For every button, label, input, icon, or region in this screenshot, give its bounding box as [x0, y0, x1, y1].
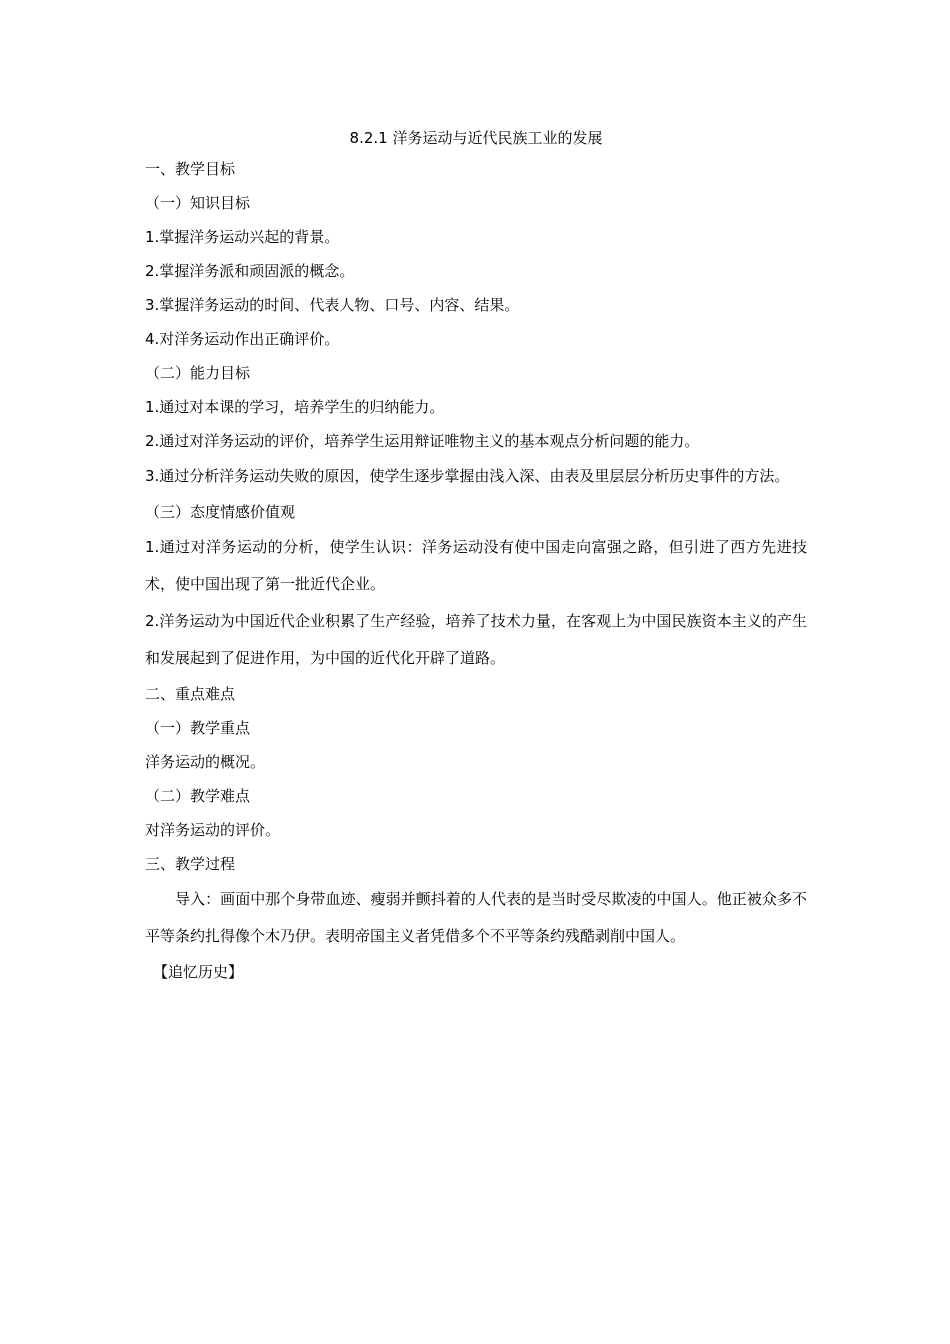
list-item: 3.掌握洋务运动的时间、代表人物、口号、内容、结果。: [145, 296, 520, 314]
section-heading-key-points: 二、重点难点: [145, 685, 236, 703]
subsection-heading-ability: （二）能力目标: [145, 364, 251, 382]
list-item: 2.通过对洋务运动的评价，培养学生运用辩证唯物主义的基本观点分析问题的能力。: [145, 432, 700, 450]
section-heading-objectives: 一、教学目标: [145, 160, 236, 178]
list-item: 1.通过对本课的学习，培养学生的归纳能力。: [145, 398, 445, 416]
subsection-heading-focus: （一）教学重点: [145, 719, 251, 737]
paragraph-text: 洋务运动的概况。: [145, 753, 266, 771]
list-item: 1.通过对洋务运动的分析，使学生认识：洋务运动没有使中国走向富强之路，但引进了西方先进技术，使中国出现了第一批近代企业。: [145, 538, 807, 593]
list-item: 3.通过分析洋务运动失败的原因，使学生逐步掌握由浅入深、由表及里层层分析历史事件的方法。: [145, 467, 790, 485]
list-item: 2.掌握洋务派和顽固派的概念。: [145, 262, 355, 280]
document-title: 8.2.1 洋务运动与近代民族工业的发展: [349, 129, 603, 147]
subsection-heading-knowledge: （一）知识目标: [145, 194, 251, 212]
list-item: 2.洋务运动为中国近代企业积累了生产经验，培养了技术力量，在客观上为中国民族资本主义的产生和发展起到了促进作用，为中国的近代化开辟了道路。: [145, 612, 807, 667]
bracket-heading: 【追忆历史】: [153, 963, 244, 981]
intro-paragraph: 导入：画面中那个身带血迹、瘦弱并颤抖着的人代表的是当时受尽欺凌的中国人。他正被众多不平等条约扎得像个木乃伊。表明帝国主义者凭借多个不平等条约残酷剥削中国人。: [145, 890, 807, 945]
list-item: 4.对洋务运动作出正确评价。: [145, 330, 340, 348]
paragraph-text: 对洋务运动的评价。: [145, 821, 281, 839]
section-heading-process: 三、教学过程: [145, 855, 236, 873]
subsection-heading-difficulty: （二）教学难点: [145, 787, 251, 805]
document-body: [145, 124, 807, 989]
subsection-heading-attitude: （三）态度情感价值观: [145, 503, 296, 521]
list-item: 1.掌握洋务运动兴起的背景。: [145, 228, 340, 246]
